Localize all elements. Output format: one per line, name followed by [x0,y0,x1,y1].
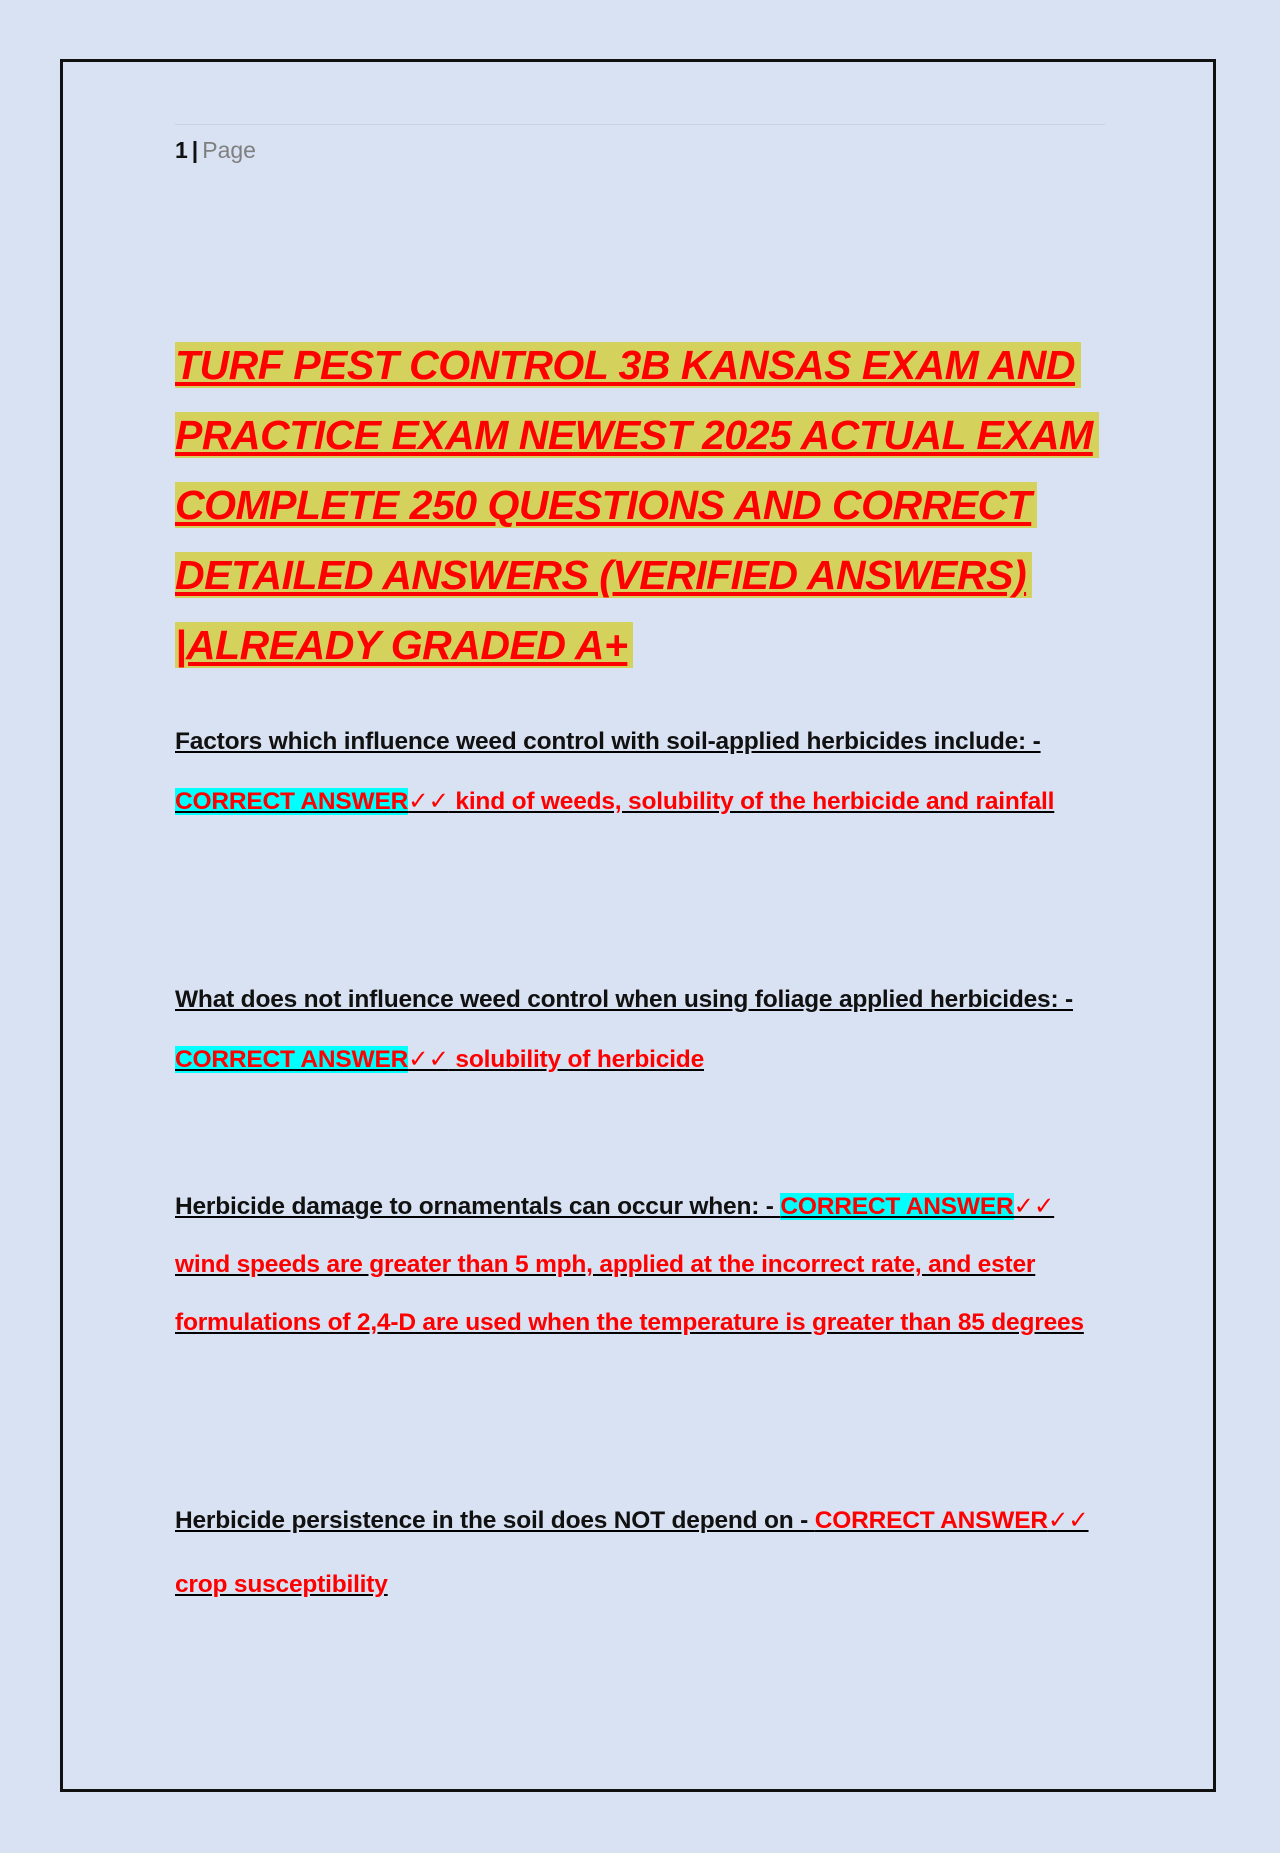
check-marks: ✓✓ [1047,1507,1089,1534]
answer-text: crop susceptibility [175,1571,388,1598]
answer-text: wind speeds are greater than 5 mph, applied at the incorrect rate, and ester formulations of 2,4-D are used when the temperature is greater than 85 degrees [175,1251,1084,1336]
correct-answer-label: CORRECT ANSWER [175,788,409,815]
question-text: Herbicide persistence in the soil does NOT depend on - [175,1507,815,1534]
document-title [175,330,1105,680]
page-header [175,135,256,165]
question-text: What does not influence weed control when using foliage applied herbicides: - [175,986,1073,1013]
page-separator: | [191,137,199,163]
page-word: Page [202,137,256,163]
check-marks: ✓✓ [408,788,449,815]
header-rule [175,124,1105,125]
answer-text: solubility of herbicide [448,1046,704,1073]
qa-item-4 [175,1489,1110,1617]
question-text: Factors which influence weed control with soil-applied herbicides include: - [175,728,1041,755]
document-title-text: TURF PEST CONTROL 3B KANSAS EXAM AND PRACTICE EXAM NEWEST 2025 ACTUAL EXAM COMPLETE 250 QUESTIONS AND CORRECT DETAILED ANSWERS (VERIFIED ANSWERS) |ALREADY GRADED A+ [175,342,1099,668]
check-marks: ✓✓ [408,1046,449,1073]
correct-answer-label: CORRECT ANSWER [175,1046,409,1073]
check-marks: ✓✓ [1013,1193,1055,1220]
page-number: 1 [175,137,188,163]
qa-item-3 [175,1178,1110,1352]
question-text: Herbicide damage to ornamentals can occur when: - [175,1193,781,1220]
correct-answer-label: CORRECT ANSWER [780,1193,1014,1220]
qa-item-2 [175,970,1110,1090]
answer-text: kind of weeds, solubility of the herbicide and rainfall [448,788,1055,815]
correct-answer-label: CORRECT ANSWER [814,1507,1048,1534]
qa-item-1 [175,712,1110,832]
